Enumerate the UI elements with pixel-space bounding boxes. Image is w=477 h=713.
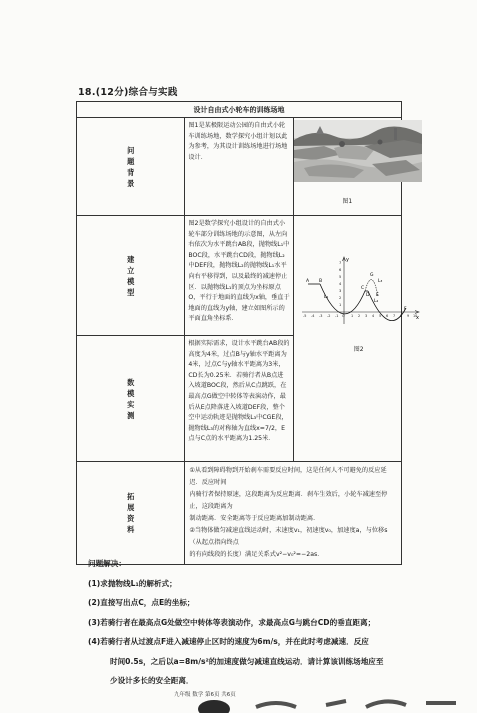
svg-text:5: 5 [378, 314, 381, 318]
svg-text:4: 4 [338, 282, 341, 286]
question-header [78, 84, 178, 98]
svg-text:B: B [318, 279, 322, 284]
svg-text:3: 3 [364, 314, 367, 318]
question-title: 综合与实践 [128, 87, 178, 98]
background-text: 图1是某极限运动公园的自由式小轮车训练场地，数学探究小组计划以此为参考，为其设计训练场地进行场地设计． [185, 118, 293, 216]
x-axis-label: x [415, 315, 419, 321]
svg-text:F: F [403, 307, 407, 312]
table-title: 设计自由式小轮车的训练场地 [77, 102, 402, 118]
svg-text:7: 7 [392, 314, 395, 318]
question-3: (3)若骑行者在最高点G处做空中转体等表演动作，求最高点G与跳台CD的垂直距离； [88, 617, 376, 627]
svg-text:5: 5 [338, 275, 341, 279]
svg-text:A: A [305, 279, 309, 284]
model-text: 图2是数学探究小组设计的自由式小轮车部分训练场地的示意图，从左向右依次为水平跳台AB段，抛物线L₁中BOC段，水平跳台CD段，抛物线L₂中DEF段，抛物线L₂的抛物线L₁水平向右平移得到，以及最终的减速停止区．以抛物线L₁的顶点为坐标原点O，平行于地面的直线为x轴，垂直于地面的直线为y轴，建立如图所示的平面直角坐标系． [185, 216, 293, 336]
svg-text:L₂: L₂ [373, 299, 378, 304]
row-label-measure: 数 模 实 测 [77, 336, 185, 462]
svg-text:-3: -3 [318, 314, 323, 318]
extension-text: ①从看到障碍物到开始刹车需要反应时间，这是任何人不可避免的反应延迟．反应时间 内骑行者保持原速，这段距离为反应距离．刹车生效后，小轮车减速至停止，这段距离为 制动距离．安全距离等于反应距离加制动距离． ②当物体做匀减速直线运动时，末速度v₁，初速度v₀，加速度a，与位移s（从起点指向终点 的有向线段的长度）满足关系式v²−v₀²=−2as． [185, 462, 402, 565]
row-label-background: 问 题 背 景 [77, 118, 185, 216]
svg-text:C: C [360, 286, 364, 291]
y-axis-label: y [345, 257, 349, 263]
question-list [88, 554, 384, 691]
watermark-smudge [196, 683, 477, 713]
svg-text:E: E [375, 293, 379, 298]
info-table [76, 101, 419, 565]
figure2-cell [293, 216, 419, 462]
figure2-diagram [294, 216, 424, 386]
row-label-extension: 拓 展 资 料 [77, 462, 185, 565]
measure-text: 根据实际需求，设计水平跳台AB段的高度为4米，过点B与y轴水平距离为4米，过点C与y轴水平距离为3米，CD长为0.25米．若骑行者从B点进入坡道BOC段，然后从C点跳跃，在最高点G做空中转体等表演动作，最后从E点降落进入坡道DEF段，整个空中运动轨迹是抛物线L₃中CGE段，抛物线L₃的对称轴为直线x=7/2，E点与C点的水平距离为1.25米． [185, 336, 293, 462]
svg-text:-4: -4 [310, 314, 315, 318]
svg-text:6: 6 [338, 268, 341, 272]
question-4-line2: 时间0.5s，之后以a=8m/s²的加速度做匀减速直线运动．请计算该训练场地应至 [110, 656, 384, 666]
svg-text:L₃: L₃ [377, 279, 382, 284]
svg-text:9: 9 [406, 314, 409, 318]
svg-text:2: 2 [338, 296, 341, 300]
question-1: (1)求抛物线L₁的解析式； [88, 578, 177, 588]
svg-text:D: D [365, 293, 370, 298]
question-4-line3: 少设计多长的安全距离． [110, 676, 194, 685]
svg-text:7: 7 [338, 261, 341, 265]
svg-text:4: 4 [371, 314, 374, 318]
svg-text:L₁: L₁ [323, 295, 328, 300]
questions-intro: 问题解决： [88, 559, 126, 568]
svg-text:-5: -5 [302, 314, 307, 318]
svg-text:-2: -2 [326, 314, 331, 318]
skatepark-photo [294, 120, 422, 182]
question-points: (12分) [95, 87, 129, 98]
question-2: (2)直接写出点C，点E的坐标； [88, 598, 195, 607]
svg-text:2: 2 [357, 314, 360, 318]
figure1-caption: 图1 [342, 198, 353, 205]
page-footer: 九年级 数学 第6页 共6页 [174, 692, 236, 698]
svg-text:-1: -1 [334, 314, 339, 318]
row-label-model: 建 立 模 型 [77, 216, 185, 336]
svg-text:O: O [341, 314, 345, 318]
svg-text:10: 10 [412, 314, 417, 318]
svg-text:6: 6 [385, 314, 388, 318]
figure1-cell [293, 118, 401, 216]
svg-text:8: 8 [399, 314, 402, 318]
svg-text:1: 1 [338, 303, 341, 307]
question-4-line1: (4)若骑行者从过渡点F进入减速停止区时的速度为6m/s，并在此时考虑减速．反应 [88, 637, 369, 646]
svg-text:3: 3 [338, 289, 341, 293]
svg-text:G: G [369, 273, 374, 278]
question-number: 18. [78, 87, 96, 98]
svg-text:1: 1 [350, 314, 353, 318]
figure2-caption: 图2 [353, 346, 364, 353]
